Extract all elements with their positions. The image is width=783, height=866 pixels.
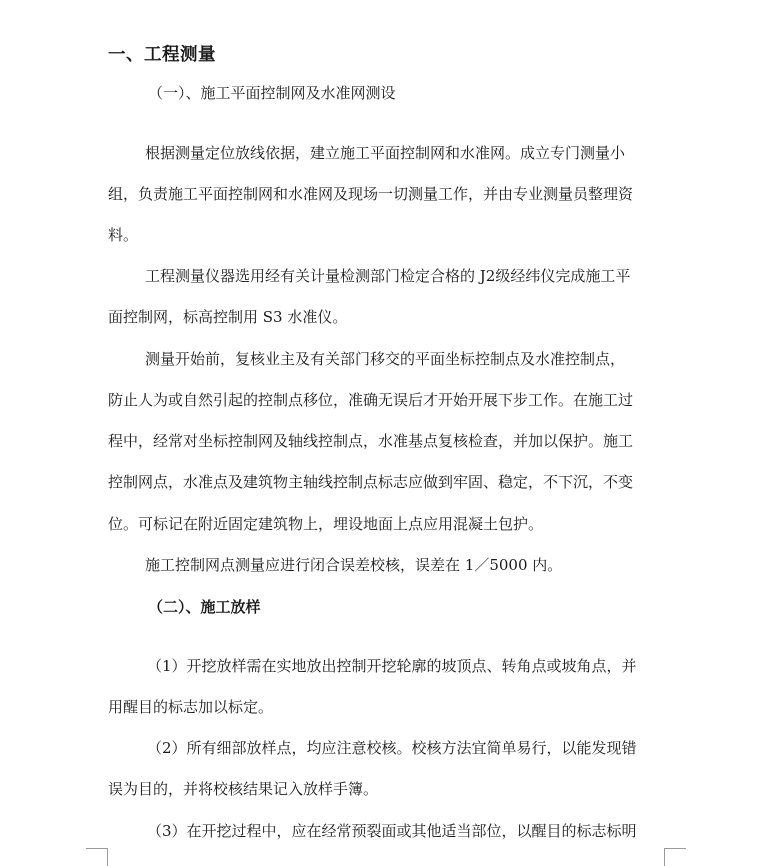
paragraph-4-line-1: 施工控制网点测量应进行闭合误差校核，误差在 1／5000 内。 xyxy=(145,556,563,574)
crop-mark-right-vertical xyxy=(664,848,665,866)
paragraph-2-line-1: 工程测量仪器选用经有关计量检测部门检定合格的 J2级经纬仪完成施工平 xyxy=(145,267,631,285)
section-title-engineering-survey: 一、工程测量 xyxy=(108,45,216,65)
paragraph-7-line-1: （3）在开挖过程中，应在经常预裂面或其他适当部位，以醒目的标志标明 xyxy=(147,822,637,840)
paragraph-3-line-3: 程中，经常对坐标控制网及轴线控制点，水准基点复核检查，并加以保护。施工 xyxy=(108,432,634,450)
paragraph-6-line-2: 误为目的，并将校核结果记入放样手簿。 xyxy=(108,780,379,798)
crop-mark-left-horizontal xyxy=(86,848,108,849)
paragraph-3-line-1: 测量开始前，复核业主及有关部门移交的平面坐标控制点及水准控制点， xyxy=(145,350,626,368)
paragraph-1-line-1: 根据测量定位放线依据，建立施工平面控制网和水准网。成立专门测量小 xyxy=(145,144,626,162)
paragraph-3-line-2: 防止人为或自然引起的控制点移位，准确无误后才开始开展下步工作。在施工过 xyxy=(108,391,634,409)
paragraph-3-line-4: 控制网点，水准点及建筑物主轴线控制点标志应做到牢固、稳定，不下沉，不变 xyxy=(108,473,634,491)
subsection-title-construction-layout: （二）、施工放样 xyxy=(148,598,261,616)
subsection-title-control-network: （一）、施工平面控制网及水准网测设 xyxy=(148,84,396,102)
paragraph-1-line-3: 料。 xyxy=(108,226,139,244)
crop-mark-left-vertical xyxy=(107,848,108,866)
crop-mark-right-horizontal xyxy=(664,848,686,849)
paragraph-1-line-2: 组，负责施工平面控制网和水准网及现场一切测量工作，并由专业测量员整理资 xyxy=(108,185,634,203)
paragraph-6-line-1: （2）所有细部放样点，均应注意校核。校核方法宜简单易行，以能发现错 xyxy=(147,739,637,757)
paragraph-3-line-5: 位。可标记在附近固定建筑物上，埋设地面上点应用混凝土包护。 xyxy=(108,515,544,533)
paragraph-5-line-2: 用醒目的标志加以标定。 xyxy=(108,698,274,716)
paragraph-2-line-2: 面控制网，标高控制用 S3 水准仪。 xyxy=(108,308,348,326)
paragraph-5-line-1: （1）开挖放样需在实地放出控制开挖轮廓的坡顶点、转角点或坡角点，并 xyxy=(147,657,637,675)
